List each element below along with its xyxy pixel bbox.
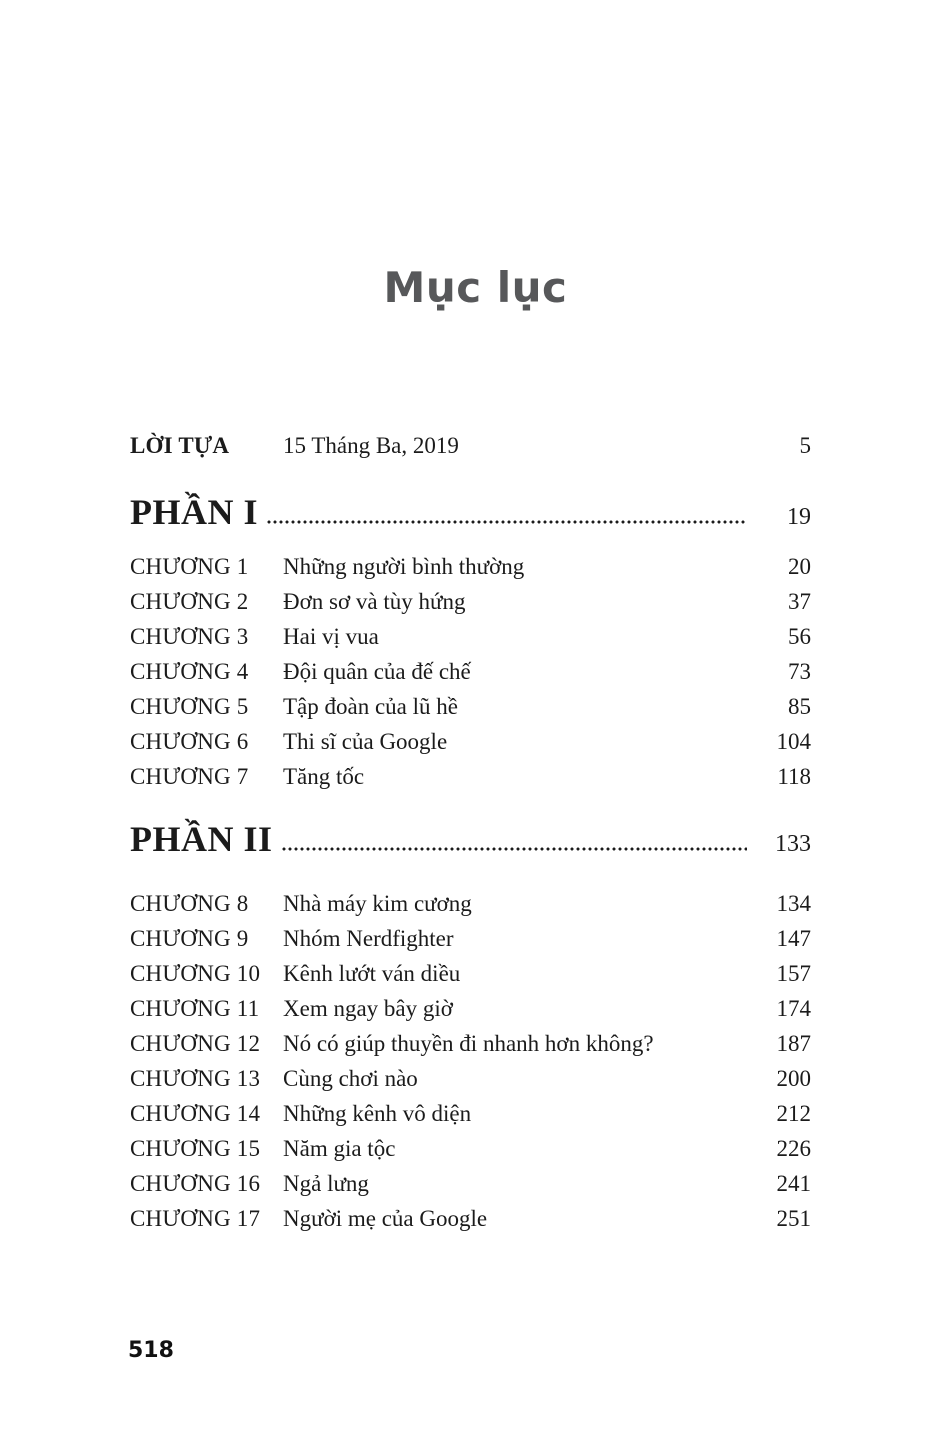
chapter-page-number: 241 (776, 1171, 811, 1196)
chapter-title: Nhà máy kim cương (283, 891, 472, 916)
chapter-label: CHƯƠNG 15 (130, 1136, 261, 1161)
toc-chapter-row (130, 1166, 811, 1201)
section-1-page-number: 19 (787, 504, 811, 530)
chapter-label: CHƯƠNG 3 (130, 624, 249, 649)
chapter-title: Kênh lướt ván diều (283, 961, 461, 986)
chapter-page-number: 118 (777, 764, 811, 789)
toc-chapter-row (130, 724, 811, 759)
chapter-title: Xem ngay bây giờ (283, 996, 453, 1021)
chapter-label: CHƯƠNG 8 (130, 891, 249, 916)
preface-page-number: 5 (799, 433, 811, 458)
chapter-title: Cùng chơi nào (283, 1066, 418, 1091)
chapter-page-number: 134 (776, 891, 811, 916)
toc-chapter-row (130, 584, 811, 619)
chapter-page-number: 174 (776, 996, 811, 1021)
toc-chapter-row (130, 619, 811, 654)
chapter-page-number: 73 (788, 659, 811, 684)
chapter-title: Nó có giúp thuyền đi nhanh hơn không? (283, 1031, 654, 1056)
preface-title: 15 Tháng Ba, 2019 (283, 433, 459, 458)
toc-chapter-row (130, 1026, 811, 1061)
chapter-title: Đơn sơ và tùy hứng (283, 589, 466, 614)
toc-chapter-row (130, 689, 811, 724)
chapter-page-number: 104 (776, 729, 811, 754)
section-2-page-number: 133 (775, 831, 811, 857)
chapter-label: CHƯƠNG 1 (130, 554, 249, 579)
chapter-label: CHƯƠNG 9 (130, 926, 249, 951)
toc-chapter-row (130, 956, 811, 991)
chapter-page-number: 147 (776, 926, 811, 951)
chapter-title: Nhóm Nerdfighter (283, 926, 454, 951)
dot-leader (281, 847, 747, 851)
chapter-label: CHƯƠNG 14 (130, 1101, 261, 1126)
chapter-page-number: 187 (776, 1031, 811, 1056)
toc-preface-row (130, 428, 811, 463)
toc-section-heading-1 (130, 489, 811, 535)
chapter-title: Năm gia tộc (283, 1136, 396, 1161)
toc-section-heading-2 (130, 816, 811, 862)
chapter-label: CHƯƠNG 13 (130, 1066, 261, 1091)
chapter-title: Hai vị vua (283, 624, 379, 649)
chapter-label: CHƯƠNG 7 (130, 764, 249, 789)
section-2-label: PHẦN II (130, 819, 273, 859)
toc-section-1-chapters (130, 549, 811, 794)
dot-leader (266, 520, 747, 524)
toc-chapter-row (130, 654, 811, 689)
toc-chapter-row (130, 1096, 811, 1131)
chapter-label: CHƯƠNG 16 (130, 1171, 261, 1196)
preface-label: LỜI TỰA (130, 433, 230, 458)
chapter-label: CHƯƠNG 6 (130, 729, 249, 754)
chapter-label: CHƯƠNG 17 (130, 1206, 261, 1231)
chapter-title: Ngả lưng (283, 1171, 369, 1196)
chapter-label: CHƯƠNG 5 (130, 694, 249, 719)
chapter-page-number: 226 (776, 1136, 811, 1161)
chapter-title: Những người bình thường (283, 554, 525, 579)
table-of-contents (130, 428, 811, 1236)
chapter-title: Thi sĩ của Google (283, 729, 448, 754)
toc-chapter-row (130, 886, 811, 921)
chapter-title: Những kênh vô diện (283, 1101, 472, 1126)
chapter-page-number: 200 (776, 1066, 811, 1091)
chapter-title: Tăng tốc (283, 764, 365, 789)
chapter-page-number: 20 (788, 554, 811, 579)
toc-chapter-row (130, 921, 811, 956)
chapter-label: CHƯƠNG 2 (130, 589, 249, 614)
chapter-title: Tập đoàn của lũ hề (283, 694, 458, 719)
section-1-label: PHẦN I (130, 492, 258, 532)
chapter-label: CHƯƠNG 4 (130, 659, 249, 684)
chapter-page-number: 37 (788, 589, 811, 614)
toc-chapter-row (130, 549, 811, 584)
chapter-page-number: 251 (776, 1206, 811, 1231)
chapter-page-number: 212 (776, 1101, 811, 1126)
footer-page-number: 518 (128, 1338, 174, 1363)
chapter-label: CHƯƠNG 12 (130, 1031, 261, 1056)
chapter-title: Người mẹ của Google (283, 1206, 488, 1231)
toc-chapter-row (130, 1131, 811, 1166)
chapter-page-number: 85 (788, 694, 811, 719)
chapter-label: CHƯƠNG 11 (130, 996, 260, 1021)
chapter-page-number: 157 (776, 961, 811, 986)
toc-section-2-chapters (130, 886, 811, 1236)
toc-chapter-row (130, 759, 811, 794)
page-title: Mục lục (383, 263, 568, 312)
toc-chapter-row (130, 1201, 811, 1236)
chapter-page-number: 56 (788, 624, 811, 649)
toc-chapter-row (130, 991, 811, 1026)
chapter-title: Đội quân của đế chế (283, 659, 471, 684)
chapter-label: CHƯƠNG 10 (130, 961, 261, 986)
toc-chapter-row (130, 1061, 811, 1096)
